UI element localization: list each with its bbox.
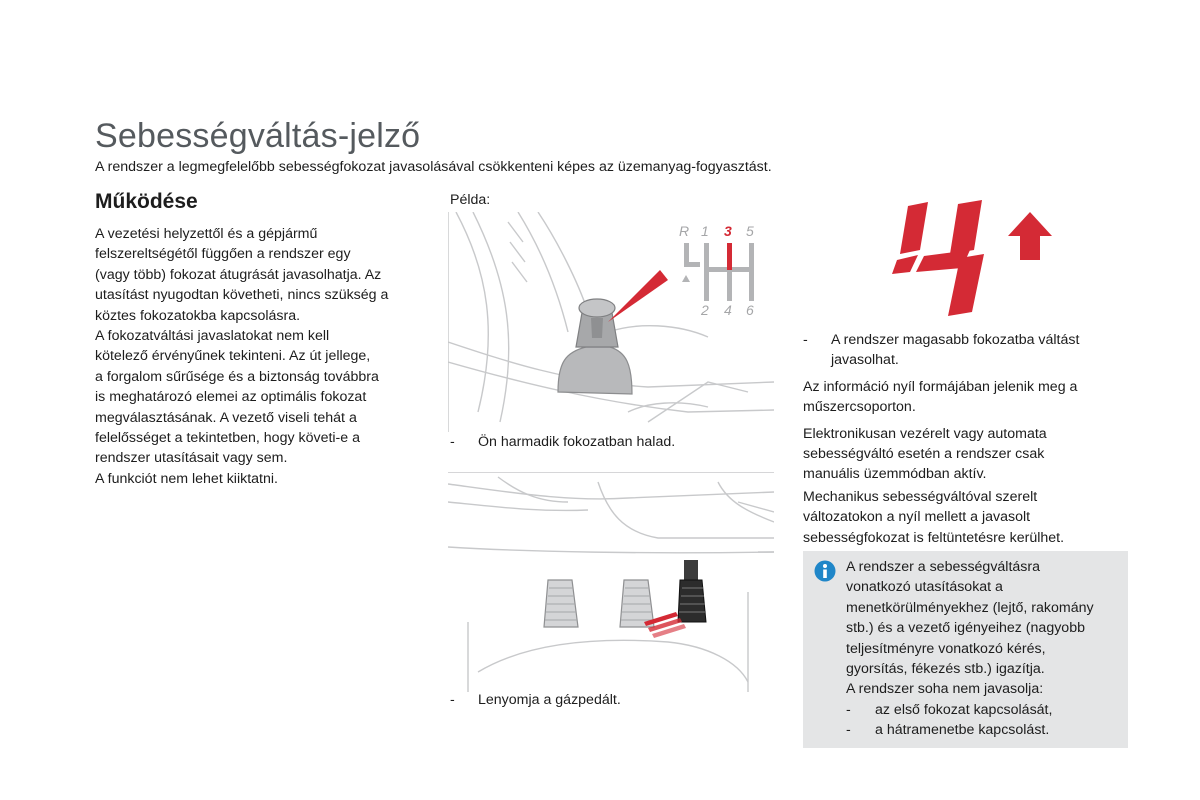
caption-text: Ön harmadik fokozatban halad. — [478, 434, 676, 450]
gear-shift-indicator — [890, 200, 1060, 320]
info-line: teljesítményre vonatkozó kérés, — [846, 640, 1046, 657]
caption-dash: - — [450, 434, 455, 450]
info-bullet-text: a hátramenetbe kapcsolást. — [875, 722, 1050, 739]
paragraph-line: Mechanikus sebességváltóval szerelt — [803, 488, 1038, 505]
caption-third-gear — [450, 434, 675, 450]
pedals-illustration — [448, 472, 774, 692]
paragraph-line: sebességváltó esetén a rendszer csak — [803, 446, 1045, 463]
section-body — [95, 224, 420, 489]
example-label: Példa: — [450, 192, 491, 208]
body-line: rendszer utasításait vagy sem. — [95, 450, 288, 467]
info-line: stb.) és a vezető igényeihez (nagyobb — [846, 620, 1085, 637]
bullet-dash: - — [846, 701, 851, 718]
info-line: A rendszer a sebességváltásra — [846, 559, 1041, 575]
gear-label-r: R — [679, 223, 690, 239]
info-line: A rendszer soha nem javasolja: — [846, 681, 1044, 698]
gear-pattern-diagram — [679, 223, 754, 318]
caption-text: Lenyomja a gázpedált. — [478, 692, 621, 708]
body-line: utasítást nyugodtan követheti, nincs szükség a — [95, 287, 389, 304]
info-line: menetkörülményekhez (lejtő, rakomány — [846, 599, 1094, 616]
info-text — [846, 557, 1094, 741]
body-line: (vagy több) fokozat átugrását javasolhatja. Az — [95, 266, 382, 283]
body-line: felszereltségétől függően a rendszer egy — [95, 246, 351, 263]
bullet-dash: - — [803, 332, 808, 348]
body-line: köztes fokozatokba kapcsolásra. — [95, 307, 301, 324]
page-title: Sebességváltás-jelző — [95, 117, 421, 155]
body-line: kötelező érvényűnek tekinteni. Az út jellege, — [95, 348, 371, 365]
body-line: A funkciót nem lehet kiiktatni. — [95, 470, 278, 487]
body-line: a forgalom sűrűsége és a biztonság továbbra — [95, 368, 379, 385]
gear-label-3: 3 — [724, 223, 732, 239]
accelerator-pedal — [678, 560, 706, 622]
gear-label-5: 5 — [746, 223, 754, 239]
info-bullet-text: az első fokozat kapcsolását, — [875, 701, 1053, 718]
info-bullet — [846, 700, 1094, 720]
info-line: vonatkozó utasításokat a — [846, 579, 1003, 596]
right-column — [803, 330, 1133, 548]
body-line: felelősséget a tekintetben, hogy követi-e a — [95, 430, 361, 447]
paragraph-line: manuális üzemmódban aktív. — [803, 466, 987, 483]
paragraph-line: változatokon a nyíl mellett a javasolt — [803, 509, 1031, 526]
paragraph-line: Elektronikusan vezérelt vagy automata — [803, 425, 1047, 442]
gear-knob — [558, 299, 632, 394]
body-line: megválasztásának. A vezető viseli tehát a — [95, 409, 357, 426]
gear-lever-illustration — [448, 212, 774, 432]
bullet-line: javasolhat. — [831, 352, 899, 369]
bullet-line — [803, 330, 1133, 350]
caption-accelerator — [450, 692, 621, 708]
body-line: A fokozatváltási javaslatokat nem kell — [95, 328, 330, 345]
caption-dash: - — [450, 692, 455, 708]
info-icon — [814, 560, 836, 582]
info-line: gyorsítás, fékezés stb.) igazítja. — [846, 661, 1045, 678]
gear-label-6: 6 — [746, 302, 754, 318]
page-subtitle: A rendszer a legmegfelelőbb sebességfokozat javasolásával csökkenteni képes az üzemanyag-fogyasztást. — [95, 159, 772, 175]
brake-pedal — [620, 580, 654, 627]
gear-4-digit — [892, 200, 984, 316]
body-line: is meghatározó elemei az optimális fokozat — [95, 389, 367, 406]
section-title: Működése — [95, 190, 198, 213]
body-line: A vezetési helyzettől és a gépjármű — [95, 226, 318, 242]
gear-label-4: 4 — [724, 302, 732, 318]
info-box — [803, 551, 1128, 748]
gear-label-1: 1 — [701, 223, 709, 239]
bullet-text: A rendszer magasabb fokozatba váltást — [831, 332, 1080, 348]
paragraph-line: Az információ nyíl formájában jelenik meg a — [803, 378, 1078, 395]
up-arrow-icon — [1008, 212, 1052, 260]
info-bullet — [846, 720, 1094, 740]
bullet-dash: - — [846, 722, 851, 739]
paragraph-line: sebességfokozat is feltüntetésre kerülhet. — [803, 529, 1065, 546]
gear-label-2: 2 — [701, 302, 709, 318]
paragraph-line: műszercsoporton. — [803, 399, 916, 416]
clutch-pedal — [544, 580, 578, 627]
